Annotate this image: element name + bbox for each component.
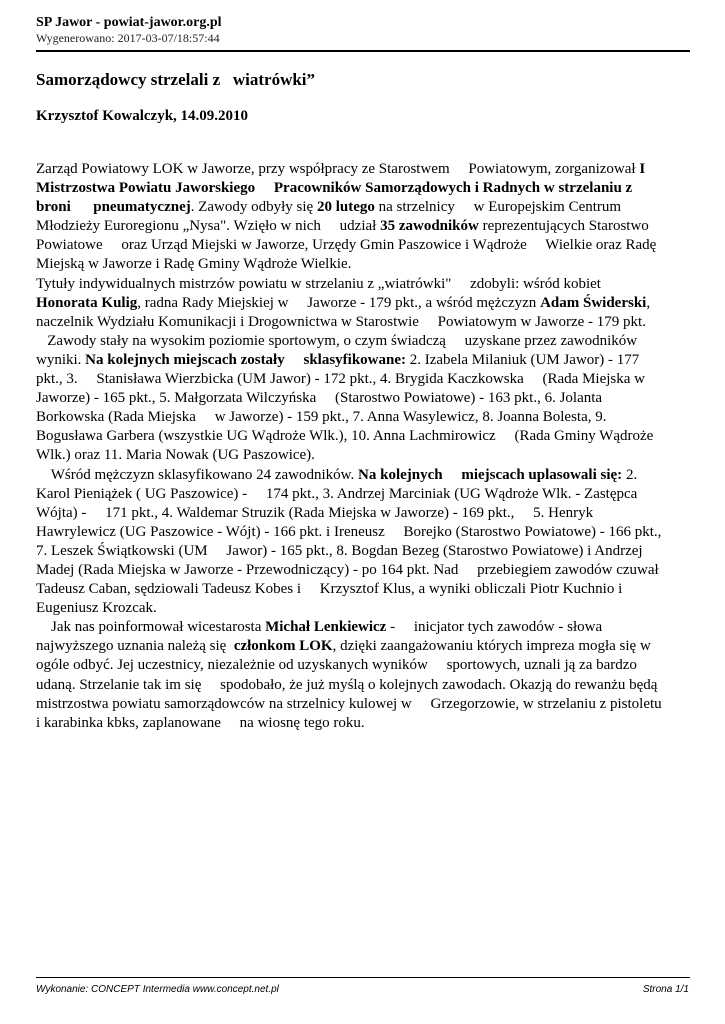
bold-text: I	[639, 161, 646, 177]
body-line	[36, 313, 686, 332]
body-line	[36, 427, 686, 446]
body-line	[36, 656, 686, 675]
body-line	[36, 389, 686, 408]
body-text: na strzelnicy w Europejskim Centrum	[374, 199, 622, 216]
body-line	[36, 599, 686, 618]
body-text: Jaworze) - 165 pkt., 5. Małgorzata Wilczyńska (Starostwo Powiatowe) - 163 pkt., 6. Jolanta	[36, 390, 603, 407]
body-line	[36, 408, 686, 427]
body-line	[36, 523, 686, 542]
body-text: pkt., 3. Stanisława Wierzbicka (UM Jawor) - 172 pkt., 4. Brygida Kaczkowska (Rada Miejska w	[36, 371, 645, 388]
bold-text: 35 zawodników	[380, 218, 479, 235]
body-text: Wśród mężczyzn sklasyfikowano 24 zawodników.	[36, 466, 359, 483]
body-text: Zarząd Powiatowy LOK w Jaworze, przy współpracy ze Starostwem Powiatowym, zorganizował	[36, 161, 640, 177]
bold-text: Michał Lenkiewicz	[265, 619, 387, 636]
body-text: 7. Leszek Świątkowski (UM Jawor) - 165 pkt., 8. Bogdan Bezeg (Starostwo Powiatowe) i Andrzej	[36, 542, 643, 559]
body-line	[36, 160, 686, 179]
bold-text: 20 lutego	[316, 199, 375, 216]
body-text: ,	[646, 294, 651, 311]
article-body	[36, 160, 686, 733]
body-line	[36, 294, 686, 313]
body-text: wyniki.	[36, 351, 86, 368]
body-line	[36, 580, 686, 599]
bold-text: członkom LOK	[233, 638, 333, 655]
body-text: Bogusława Garbera (wszystkie UG Wądroże Wlk.), 10. Anna Lachmirowicz (Rada Gminy Wądroże	[36, 428, 654, 445]
body-text: reprezentujących Starostwo	[478, 218, 649, 235]
body-text: Wlk.) oraz 11. Maria Nowak (UG Paszowice).	[36, 447, 315, 464]
body-line	[36, 179, 686, 198]
page-number: Strona 1/1	[642, 984, 689, 995]
article-title: Samorządowcy strzelali z wiatrówki”	[36, 70, 316, 89]
body-line	[36, 466, 686, 485]
body-text: Tytuły indywidualnych mistrzów powiatu w strzelaniu z „wiatrówki" zdobyli: wśród kobiet	[36, 275, 601, 292]
body-text: 2. Izabela Milaniuk (UM Jawor) - 177	[406, 351, 640, 368]
bold-text: Na kolejnych miejscach uplasowali się:	[358, 466, 623, 483]
body-text: 2.	[622, 466, 638, 483]
body-text: Karol Pieniążek ( UG Paszowice) - 174 pkt., 3. Andrzej Marciniak (UG Wądroże Wlk. - Zastępca	[36, 485, 638, 502]
body-line	[36, 275, 686, 294]
body-text: , dzięki zaangażowaniu których impreza mogła się w	[332, 638, 651, 655]
body-text: Tadeusz Caban, sędziowali Tadeusz Kobes i Krzysztof Klus, a wyniki obliczali Piotr Kuchnio i	[36, 581, 623, 598]
body-line	[36, 217, 686, 236]
body-line	[36, 676, 686, 695]
bold-text: Honorata Kulig	[36, 294, 138, 311]
body-text: mistrzostwa powiatu samorządowców na strzelnicy kulowej w Grzegorzowie, w strzelaniu z pistoletu	[36, 695, 662, 712]
body-line	[36, 714, 686, 733]
header-divider	[36, 50, 690, 52]
body-line	[36, 618, 686, 637]
body-text: Zawody stały na wysokim poziomie sportowym, o czym świadczą uzyskane przez zawodników	[36, 332, 638, 349]
body-text: Miejską w Jaworze i Radę Gminy Wądroże Wielkie.	[36, 256, 352, 273]
body-text: Eugeniusz Krozcak.	[36, 600, 157, 617]
body-line	[36, 370, 686, 389]
body-text: Jak nas poinformował wicestarosta	[36, 619, 266, 636]
article-byline: Krzysztof Kowalczyk, 14.09.2010	[36, 108, 249, 124]
body-text: naczelnik Wydziału Komunikacji i Drogownictwa w Starostwie Powiatowym w Jaworze - 179 pkt.	[36, 313, 646, 330]
body-line	[36, 695, 686, 714]
bold-text: broni pneumatycznej	[36, 199, 191, 216]
body-text: Powiatowe oraz Urząd Miejski w Jaworze, Urzędy Gmin Paszowice i Wądroże Wielkie oraz Radę	[36, 237, 657, 254]
bold-text: Adam Świderski	[540, 294, 647, 311]
body-line	[36, 446, 686, 465]
body-line	[36, 236, 686, 255]
bold-text: Na kolejnych miejscach zostały sklasyfikowane:	[85, 351, 406, 368]
body-line	[36, 504, 686, 523]
body-line	[36, 637, 686, 656]
body-text: Młodzieży Euroregionu „Nysa". Wzięło w nich udział	[36, 218, 381, 235]
body-text: . Zawody odbyły się	[190, 199, 317, 216]
body-line	[36, 198, 686, 217]
body-line	[36, 332, 686, 351]
body-text: i karabinka kbks, zaplanowane na wiosnę tego roku.	[36, 714, 365, 731]
site-title: SP Jawor - powiat-jawor.org.pl	[36, 15, 222, 30]
body-text: Madej (Rada Miejska w Jaworze - Przewodniczący) - po 164 pkt. Nad przebiegiem zawodów czuwał	[36, 561, 659, 578]
body-text: najwyższego uznania należą się	[36, 638, 234, 655]
generated-timestamp: Wygenerowano: 2017-03-07/18:57:44	[36, 31, 220, 45]
body-line	[36, 351, 686, 370]
bold-text: Mistrzostwa Powiatu Jaworskiego Pracowników Samorządowych i Radnych w strzelaniu z	[36, 180, 633, 197]
body-text: Wójta) - 171 pkt., 4. Waldemar Struzik (Rada Miejska w Jaworze) - 169 pkt., 5. Henryk	[36, 504, 594, 521]
footer-divider	[36, 977, 690, 978]
body-text: Borkowska (Rada Miejska w Jaworze) - 159 pkt., 7. Anna Wasylewicz, 8. Joanna Bolesta, 9.	[36, 409, 607, 426]
document-header	[36, 14, 690, 46]
footer-credit: Wykonanie: CONCEPT Intermedia www.concept.net.pl	[36, 984, 279, 995]
body-line	[36, 255, 686, 274]
body-text: ogóle odbyć. Jej uczestnicy, niezależnie od uzyskanych wyników sportowych, uznali ją za bardzo	[36, 657, 637, 674]
body-line	[36, 485, 686, 504]
body-text: , radna Rady Miejskiej w Jaworze - 179 pkt., a wśród mężczyzn	[137, 294, 541, 311]
body-text: - inicjator tych zawodów - słowa	[386, 619, 603, 636]
body-line	[36, 542, 686, 561]
body-text: Hawrylewicz (UG Paszowice - Wójt) - 166 pkt. i Ireneusz Borejko (Starostwo Powiatowe) - 166 pkt.,	[36, 523, 662, 540]
body-text: udaną. Strzelanie tak im się spodobało, że już myślą o kolejnych zawodach. Okazją do rewanżu będą	[36, 676, 658, 693]
body-line	[36, 561, 686, 580]
